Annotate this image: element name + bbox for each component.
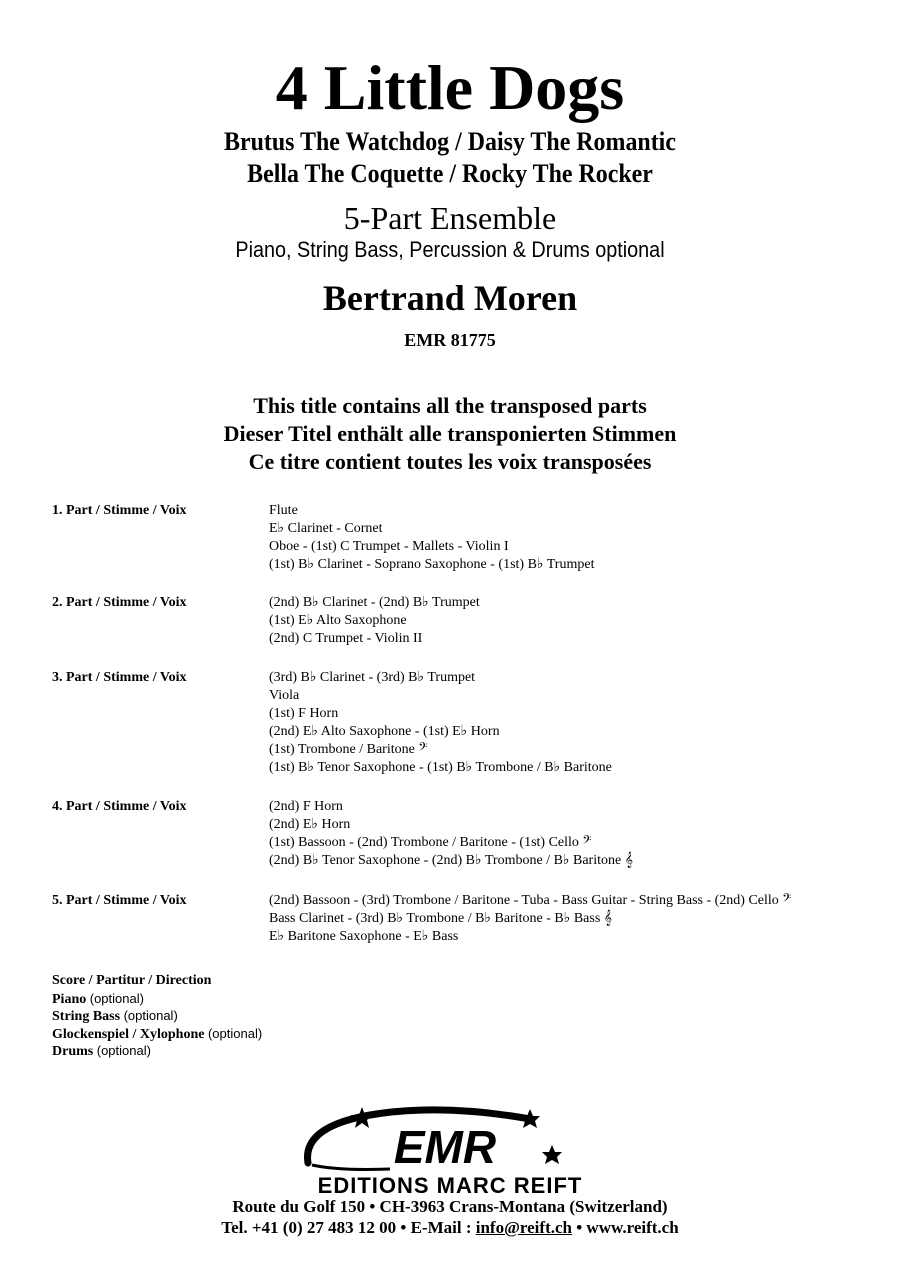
- page-title: 4 Little Dogs: [275, 52, 625, 123]
- extra-item-name: Drums: [52, 1044, 94, 1059]
- composer-name: Bertrand Moren: [322, 278, 578, 318]
- star-icon: [351, 1107, 373, 1128]
- part-line: (1st) B♭ Clarinet - Soprano Saxophone - (1st) B♭ Trumpet: [269, 557, 595, 572]
- part-5-label: 5. Part / Stimme / Voix: [52, 893, 187, 908]
- part-line: Flute: [269, 503, 298, 518]
- publisher-contact: [0, 1217, 900, 1239]
- contact-website[interactable]: • www.reift.ch: [571, 1218, 679, 1237]
- part-line: (1st) E♭ Alto Saxophone: [269, 613, 407, 628]
- extra-item: [52, 1042, 262, 1060]
- extra-item-name: Piano: [52, 991, 87, 1007]
- part-2-instruments: [269, 594, 480, 648]
- subtitle-line-1: Brutus The Watchdog / Daisy The Romantic: [224, 127, 676, 156]
- extra-item: [52, 1007, 262, 1025]
- emr-logo: [300, 1105, 600, 1175]
- extra-item-note: (optional): [123, 1008, 178, 1023]
- part-5-instruments: [269, 892, 791, 946]
- star-icon: [520, 1109, 540, 1128]
- additional-parts: [52, 972, 262, 1060]
- extra-item-note: (optional): [96, 1043, 151, 1058]
- part-line: (1st) B♭ Tenor Saxophone - (1st) B♭ Trombone / B♭ Baritone: [269, 760, 612, 775]
- part-line: (2nd) C Trumpet - Violin II: [269, 631, 423, 646]
- part-3-label: 3. Part / Stimme / Voix: [52, 670, 187, 685]
- part-line: (2nd) Bassoon - (3rd) Trombone / Baritone - Tuba - Bass Guitar - String Bass - (2nd) Cello 𝄢: [269, 893, 792, 908]
- email-link[interactable]: info@reift.ch: [475, 1218, 572, 1237]
- publisher-address: Route du Golf 150 • CH-3963 Crans-Montana (Switzerland): [232, 1197, 668, 1216]
- part-line: E♭ Baritone Saxophone - E♭ Bass: [269, 929, 459, 944]
- part-line: Viola: [269, 688, 300, 703]
- part-line: Oboe - (1st) C Trumpet - Mallets - Violin I: [269, 539, 509, 554]
- part-line: (1st) F Horn: [269, 706, 339, 721]
- part-1-label: 1. Part / Stimme / Voix: [52, 503, 187, 518]
- part-4-instruments: [269, 798, 633, 870]
- info-german: Dieser Titel enthält alle transponierten Stimmen: [223, 421, 677, 446]
- extra-item: [52, 990, 262, 1008]
- extra-item-note: (optional): [89, 990, 144, 1006]
- part-1-instruments: [269, 502, 594, 574]
- info-french: Ce titre contient toutes les voix transposées: [248, 449, 652, 474]
- part-line: E♭ Clarinet - Cornet: [269, 521, 383, 536]
- part-4-label: 4. Part / Stimme / Voix: [52, 799, 187, 814]
- part-line: (2nd) B♭ Tenor Saxophone - (2nd) B♭ Trombone / B♭ Baritone 𝄞: [269, 853, 633, 868]
- extra-item: [52, 1025, 262, 1043]
- part-line: (2nd) F Horn: [269, 799, 343, 814]
- part-line: (1st) Bassoon - (2nd) Trombone / Baritone - (1st) Cello 𝄢: [269, 835, 592, 850]
- catalog-number: EMR 81775: [404, 330, 496, 350]
- logo-text: EMR: [393, 1121, 497, 1173]
- part-3-instruments: [269, 669, 612, 777]
- extra-item-note: (optional): [207, 1025, 263, 1041]
- extra-item-name: Score / Partitur / Direction: [52, 973, 212, 988]
- star-icon: [542, 1145, 562, 1164]
- part-line: (3rd) B♭ Clarinet - (3rd) B♭ Trumpet: [269, 670, 476, 685]
- contact-phone: Tel. +41 (0) 27 483 12 00 • E-Mail :: [221, 1218, 476, 1237]
- part-line: (2nd) E♭ Horn: [269, 817, 351, 832]
- part-line: (2nd) B♭ Clarinet - (2nd) B♭ Trumpet: [269, 595, 480, 610]
- extra-item-name: Glockenspiel / Xylophone: [52, 1026, 205, 1042]
- extra-item-name: String Bass: [52, 1009, 121, 1024]
- publisher-name: EDITIONS MARC REIFT: [317, 1173, 583, 1198]
- part-line: (1st) Trombone / Baritone 𝄢: [269, 742, 428, 757]
- info-english: This title contains all the transposed parts: [253, 393, 647, 418]
- ensemble-type: 5-Part Ensemble: [343, 200, 557, 236]
- part-line: (2nd) E♭ Alto Saxophone - (1st) E♭ Horn: [269, 724, 500, 739]
- subtitle-line-2: Bella The Coquette / Rocky The Rocker: [247, 159, 653, 188]
- instrumentation: Piano, String Bass, Percussion & Drums optional: [235, 237, 665, 262]
- part-2-label: 2. Part / Stimme / Voix: [52, 595, 187, 610]
- part-line: Bass Clarinet - (3rd) B♭ Trombone / B♭ Baritone - B♭ Bass 𝄞: [269, 911, 613, 926]
- extra-item: [52, 972, 262, 990]
